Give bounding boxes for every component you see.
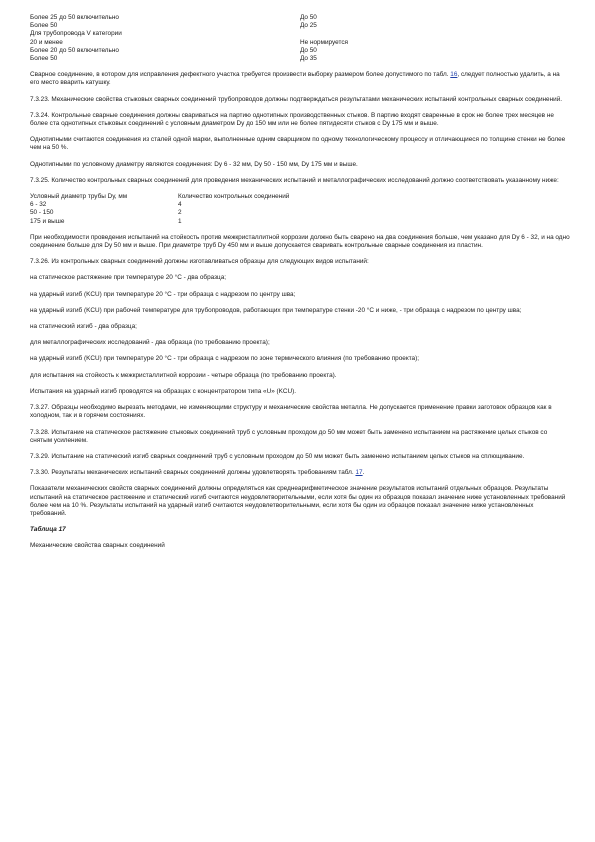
table-row [30, 218, 570, 226]
paragraph: 7.3.26. Из контрольных сварных соединений должны изготавливаться образцы для следующих видов испытаний: [30, 258, 369, 266]
table-cell: До 35 [300, 55, 317, 63]
table-row [30, 14, 570, 22]
paragraph: Сварное соединение, в котором для исправления дефектного участка требуется произвести выборку размером более допустимого по табл. 16, следует полностью удалить, а на его место вварить катушку. [30, 71, 560, 87]
paragraph: для металлографических исследований - два образца (по требованию проекта); [30, 339, 270, 347]
table-17-link[interactable]: 17 [355, 469, 363, 477]
table-cell: До 50 [300, 14, 317, 21]
paragraph: на ударный изгиб (KCU) при рабочей температуре для трубопроводов, работающих при температуре стенки -20 °С и ниже, - три образца с надрезом по центру шва; [30, 306, 522, 314]
table-header-cell: Условный диаметр трубы Dу, мм [30, 193, 128, 201]
table-cell: 50 - 150 [30, 209, 54, 217]
table-cell: 20 и менее [30, 38, 63, 46]
table-row [30, 30, 570, 38]
table-title: Механические свойства сварных соединений [30, 542, 165, 550]
paragraph: 7.3.25. Количество контрольных сварных соединений для проведения механических испытаний и металлографических исследований должно соответствовать указанному ниже: [30, 176, 559, 184]
paragraph: 7.3.30. Результаты механических испытаний сварных соединений должны удовлетворять требованиям табл. 17. [30, 469, 365, 477]
paragraph: на ударный изгиб (KCU) при температуре 20 °С - три образца с надрезом по зоне термического влияния (по требованию проекта); [30, 355, 420, 363]
table-row [30, 209, 570, 217]
table-cell: 6 - 32 [30, 201, 47, 209]
paragraph: для испытания на стойкость к межкристаллитной коррозии - четыре образца (по требованию проекта). [30, 371, 337, 379]
paragraph: 7.3.23. Механические свойства стыковых сварных соединений трубопроводов должны подтверждаться результатами механических испытаний контрольных сварных соединений. [30, 95, 563, 103]
paragraph: 7.3.29. Испытание на статический изгиб сварных соединений труб с условным проходом до 50 мм может быть заменено испытанием целых стыков на сплющивание. [30, 452, 525, 460]
document-page [30, 14, 570, 551]
table-row [30, 47, 570, 55]
table-row [30, 39, 570, 47]
paragraph: Однотипными по условному диаметру являются соединения: Dу 6 - 32 мм, Dу 50 - 150 мм, Dу 175 мм и выше. [30, 160, 358, 168]
table-cell: До 50 [300, 46, 317, 54]
paragraph: 7.3.27. Образцы необходимо вырезать методами, не изменяющими структуру и механические свойства металла. Не допускается применение правки заготовок образцов как в холодном, так и в горячем состояниях. [30, 404, 552, 420]
paragraph: на статическое растяжение при температуре 20 °С - два образца; [30, 274, 227, 282]
paragraph: Однотипными считаются соединения из сталей одной марки, выполненные одним сварщиком по одному технологическому процессу и отличающиеся по толщине стенки не более чем на 50 %. [30, 136, 566, 152]
table-cell: Более 50 [30, 55, 58, 63]
table-cell [300, 30, 570, 38]
paragraph: При необходимости проведения испытаний на стойкость против межкристаллитной коррозии должно быть сварено на два соединения больше, чем указано для Dу 6 - 32, и на одно соединение больше для Dу 50 мм и выше. При диаметре труб Dу 450 мм и выше допускается сваривать контрольные сварные соединения из пластин. [30, 233, 570, 250]
table-cell: 1 [178, 217, 182, 225]
table-cell: Не нормируется [300, 38, 349, 46]
paragraph: на ударный изгиб (KCU) при температуре 20 °С - три образца с надрезом по центру шва; [30, 290, 296, 298]
table-header-row [30, 193, 570, 201]
paragraph: 7.3.24. Контрольные сварные соединения должны свариваться на партию однотипных производственных стыков. В партию входят сваренные в срок не более трех месяцев не более ста однотипных стыковых соединений с условным диаметром Dу до 150 мм или не более пятидесяти стыков с Dу 175 мм и выше. [30, 111, 554, 128]
table-label: Таблица 17 [30, 526, 66, 534]
paragraph: Испытания на ударный изгиб проводятся на образцах с концентратором типа «U» (KCU). [30, 387, 297, 395]
count-table [30, 193, 570, 226]
table-cell: 2 [178, 209, 182, 217]
table-cell: Для трубопровода V категории [30, 30, 122, 38]
table-cell: До 25 [300, 22, 317, 30]
paragraph: Показатели механических свойств сварных соединений должны определяться как среднеарифметическое значение результатов испытаний отдельных образцов. Результаты испытаний на статическое растяжение и статический изгиб считаются неудовлетворительными, если хотя бы один из образцов показал значение ниже установленных требований более чем на 10 %. Результаты испытаний на ударный изгиб считаются неудовлетворительными, если хотя бы один из образцов показал значение ниже установленных требований. [30, 485, 566, 517]
table-16-link[interactable]: 16 [450, 71, 458, 79]
table-cell: 4 [178, 201, 182, 209]
table-row [30, 201, 570, 209]
paragraph: на статический изгиб - два образца; [30, 323, 137, 331]
table-cell: Более 25 до 50 включительно [30, 14, 119, 21]
table-cell: Более 50 [30, 22, 58, 30]
top-table [30, 14, 570, 63]
table-header-cell: Количество контрольных соединений [178, 193, 290, 201]
table-row [30, 55, 570, 63]
table-cell: 175 и выше [30, 217, 65, 225]
paragraph: 7.3.28. Испытание на статическое растяжение стыковых соединений труб с условным проходом до 50 мм может быть заменено испытанием на растяжение целых стыков со снятым усилением. [30, 428, 548, 444]
table-cell: Более 20 до 50 включительно [30, 46, 119, 54]
